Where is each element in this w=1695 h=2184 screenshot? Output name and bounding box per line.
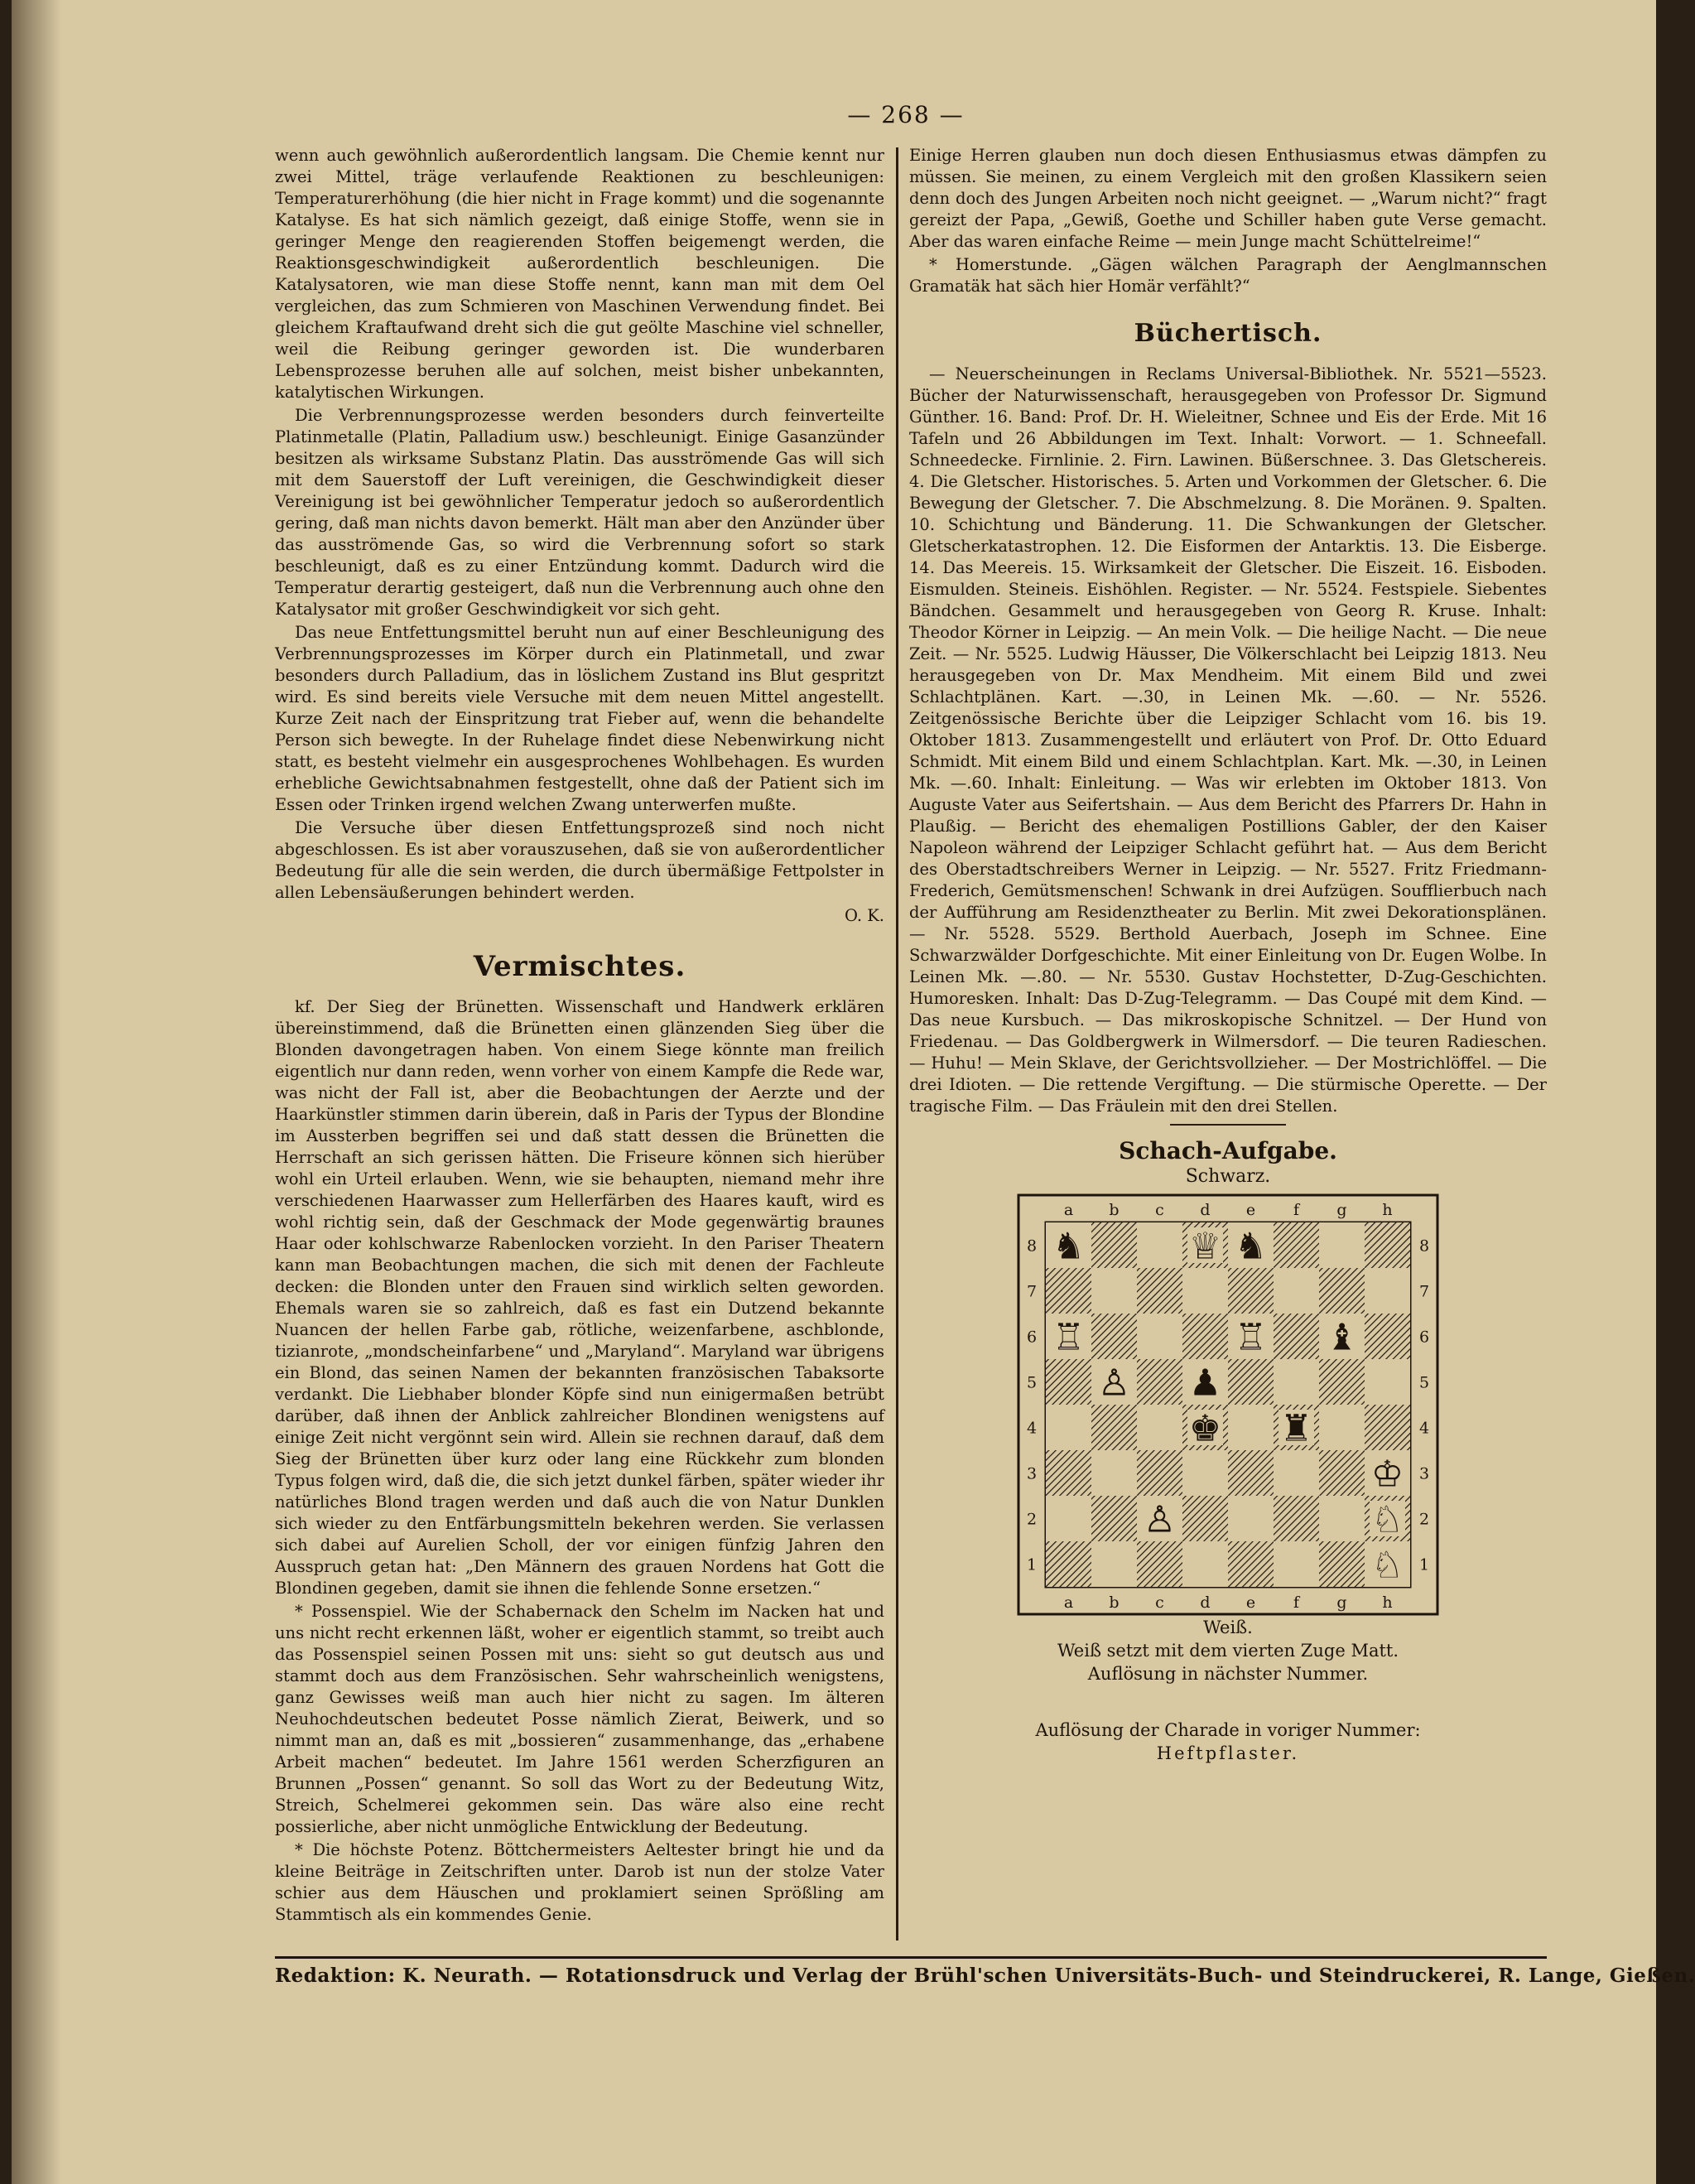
board-square <box>1319 1541 1365 1587</box>
article-signature: O. K. <box>844 906 884 925</box>
board-square <box>1046 1450 1091 1496</box>
file-label: h <box>1382 1201 1393 1219</box>
board-square <box>1274 1268 1319 1314</box>
board-square <box>1319 1450 1365 1496</box>
file-label: f <box>1293 1593 1300 1612</box>
chess-instruction: Weiß setzt mit dem vierten Zuge Matt. <box>1057 1641 1399 1661</box>
board-square <box>1137 1268 1182 1314</box>
misc-item: * Homerstunde. „Gägen wälchen Paragraph der Aenglmannschen Gramatäk hat säch hier Homär verfählt?“ <box>909 255 1547 296</box>
board-square <box>1046 1359 1091 1405</box>
board-square <box>1274 1222 1319 1268</box>
board-square <box>1319 1405 1365 1450</box>
chess-piece-black-d4: ♚ <box>1188 1407 1222 1450</box>
file-label: g <box>1336 1593 1347 1612</box>
rank-label: 3 <box>1418 1464 1430 1483</box>
imprint-footer: Redaktion: K. Neurath. — Rotationsdruck und Verlag der Brühl'schen Universitäts-Buch- und Steindruckerei, R. Lange, Gießen. <box>275 1965 1695 1987</box>
board-square <box>1274 1450 1319 1496</box>
rank-label: 7 <box>1418 1282 1430 1301</box>
file-label: e <box>1245 1201 1256 1219</box>
left-column <box>275 145 884 1926</box>
board-square <box>1228 1359 1274 1405</box>
column-divider <box>896 147 898 1941</box>
board-square <box>1046 1541 1091 1587</box>
file-label: f <box>1293 1201 1300 1219</box>
rank-label: 5 <box>1026 1373 1038 1392</box>
article-paragraph: Die Versuche über diesen Entfettungsprozeß sind noch nicht abgeschlossen. Es ist aber vorauszusehen, daß sie von außerordentlicher Bedeutung für alle die sein werden, die durch übermäßige Fettpolster in allen Lebensäußerungen behindert werden. <box>275 818 884 902</box>
board-square <box>1091 1222 1137 1268</box>
chess-piece-black-d5: ♟ <box>1188 1362 1222 1405</box>
board-square <box>1137 1222 1182 1268</box>
chess-piece-white-h3: ♔ <box>1370 1453 1404 1496</box>
chess-piece-black-a8: ♞ <box>1052 1225 1086 1268</box>
board-square <box>1319 1496 1365 1541</box>
rank-label: 1 <box>1026 1555 1038 1574</box>
article-paragraph: Das neue Entfettungsmittel beruht nun auf einer Beschleunigung des Verbrennungsprozesses im Körper durch ein Platinmetall, und zwar besonders durch Palladium, das in löslichem Zustand ins Blut gespritzt wird. Es sind bereits viele Versuche mit dem neuen Mittel angestellt. Kurze Zeit nach der Einspritzung trat Fieber auf, wenn die behandelte Person sich bewegte. In der Ruhelage findet diese Nebenwirkung nicht statt, es besteht vielmehr ein ausgesprochenes Wohlbehagen. Es wurden erhebliche Gewichtsabnahmen festgestellt, ohne daß der Patient sich im Essen oder Trinken irgend welchen Zwang unterwerfen mußte. <box>275 623 884 814</box>
chess-solution-note: Auflösung in nächster Nummer. <box>1087 1664 1369 1684</box>
chess-piece-white-h2: ♘ <box>1370 1498 1404 1541</box>
chess-piece-black-f4: ♜ <box>1279 1407 1313 1450</box>
file-label: c <box>1155 1201 1164 1219</box>
board-square <box>1274 1314 1319 1359</box>
chess-piece-white-a6: ♖ <box>1052 1316 1086 1359</box>
board-square <box>1091 1541 1137 1587</box>
misc-item: * Die höchste Potenz. Böttchermeisters Aeltester bringt hie und da kleine Beiträge in Zeitschriften unter. Darob ist nun der stolze Vater schier aus dem Häuschen und proklamiert seinen Sprößling am Stammtisch als ein kommendes Genie. <box>275 1840 884 1924</box>
file-label: b <box>1109 1593 1120 1612</box>
rank-label: 8 <box>1418 1237 1430 1256</box>
board-square <box>1319 1359 1365 1405</box>
chess-title: Schach-Aufgabe. <box>1119 1137 1337 1164</box>
chess-piece-white-d8: ♕ <box>1188 1225 1222 1268</box>
article-paragraph: wenn auch gewöhnlich außerordentlich langsam. Die Chemie kennt nur zwei Mittel, träge verlaufende Reaktionen zu beschleunigen: Temperaturerhöhung (die hier nicht in Frage kommt) und die sogenannte Katalyse. Es hat sich nämlich gezeigt, daß einige Stoffe, wenn sie in geringer Menge den reagierenden Stoffen beigemengt werden, die Reaktionsgeschwindigkeit außerordentlich beschleunigen. Die Katalysatoren, wie man diese Stoffe nennt, kann man mit dem Oel vergleichen, das zum Schmieren von Maschinen Verwendung findet. Bei gleichem Kraftaufwand dreht sich die gut geölte Maschine viel schneller, weil die Reibung geringer geworden ist. Die wunderbaren Lebensprozesse beruhen alle auf solchen, meist bisher unbekannten, katalytischen Wirkungen. <box>275 146 884 402</box>
board-square <box>1046 1496 1091 1541</box>
file-label: d <box>1200 1593 1211 1612</box>
file-label: e <box>1245 1593 1256 1612</box>
charade-solution-answer: Heftpflaster. <box>1156 1743 1300 1763</box>
board-square <box>1365 1405 1410 1450</box>
misc-item: * Possenspiel. Wie der Schabernack den Schelm im Nacken hat und uns nicht recht erkennen läßt, woher er eigentlich stammt, so treibt auch das Possenspiel seinen Possen mit uns: sieht so gut deutsch aus und stammt doch aus dem Französischen. Sehr wahrscheinlich wenigstens, ganz Gewisses weiß man auch hier nicht zu sagen. Im älteren Neuhochdeutschen bedeutet Posse nämlich Zierat, Beiwerk, und so nimmt man an, daß es mit „bossieren“ zusammenhange, das „erhabene Arbeit machen“ bedeutet. Im Jahre 1561 werden Scherzfiguren an Brunnen „Possen“ genannt. So soll das Wort zu der Bedeutung Witz, Streich, Schelmerei gekommen sein. Das wäre also eine recht possierliche, aber nicht unmögliche Entwicklung der Bedeutung. <box>275 1602 884 1836</box>
chess-label-white: Weiß. <box>1203 1618 1253 1637</box>
board-square <box>1365 1314 1410 1359</box>
rank-label: 1 <box>1418 1555 1430 1574</box>
chess-piece-white-c2: ♙ <box>1143 1498 1177 1541</box>
board-square <box>1182 1496 1228 1541</box>
board-square <box>1274 1359 1319 1405</box>
board-square <box>1365 1359 1410 1405</box>
chess-diagram <box>1017 1193 1439 1616</box>
separator-rule <box>1170 1124 1286 1126</box>
board-square <box>1228 1496 1274 1541</box>
file-label: d <box>1200 1201 1211 1219</box>
board-square <box>1274 1496 1319 1541</box>
chess-piece-white-h1: ♘ <box>1370 1544 1404 1587</box>
board-square <box>1091 1268 1137 1314</box>
article-paragraph: Einige Herren glauben nun doch diesen Enthusiasmus etwas dämpfen zu müssen. Sie meinen, zu einem Vergleich mit den großen Klassikern seien denn doch des Jungen Arbeiten noch nicht geeignet. — „Warum nicht?“ fragt gereizt der Papa, „Gewiß, Goethe und Schiller haben gute Verse gemacht. Aber das waren einfache Reime — mein Junge macht Schüttelreime!“ <box>909 146 1547 251</box>
board-square <box>1137 1405 1182 1450</box>
right-column <box>909 145 1547 1926</box>
chess-board <box>1017 1193 1439 1616</box>
rank-label: 4 <box>1026 1419 1038 1438</box>
board-square <box>1182 1314 1228 1359</box>
file-label: b <box>1109 1201 1120 1219</box>
file-label: g <box>1336 1201 1347 1219</box>
article-paragraph: Die Verbrennungsprozesse werden besonders durch feinverteilte Platinmetalle (Platin, Palladium usw.) beschleunigt. Einige Gasanzünder besitzen als wirksame Substanz Platin. Das ausströmende Gas will sich mit dem Sauerstoff der Luft vereinigen, die Geschwindigkeit dieser Vereinigung ist bei gewöhnlicher Temperatur jedoch so außerordentlich gering, daß man nichts davon bemerkt. Hält man aber den Anzünder über das ausströmende Gas, so wird die Verbrennung sofort so stark beschleunigt, daß es zu einer Entzündung kommt. Dadurch wird die Temperatur derartig gesteigert, daß nun die Verbrennung auch ohne den Katalysator mit großer Geschwindigkeit vor sich geht. <box>275 406 884 619</box>
board-square <box>1228 1450 1274 1496</box>
footer-rule <box>275 1956 1547 1959</box>
board-square <box>1365 1222 1410 1268</box>
board-square <box>1091 1450 1137 1496</box>
chess-piece-black-g6: ♝ <box>1325 1316 1359 1359</box>
rank-label: 7 <box>1026 1282 1038 1301</box>
board-square <box>1137 1314 1182 1359</box>
page-number: — 268 — <box>847 101 965 128</box>
file-label: a <box>1063 1201 1074 1219</box>
board-square <box>1091 1496 1137 1541</box>
file-label: c <box>1155 1593 1164 1612</box>
board-square <box>1365 1268 1410 1314</box>
board-square <box>1319 1222 1365 1268</box>
chess-label-black: Schwarz. <box>1185 1166 1271 1187</box>
board-square <box>1137 1541 1182 1587</box>
board-square <box>1137 1359 1182 1405</box>
board-square <box>1228 1268 1274 1314</box>
rank-label: 6 <box>1418 1328 1430 1347</box>
board-square <box>1046 1405 1091 1450</box>
board-square <box>1091 1314 1137 1359</box>
rank-label: 3 <box>1026 1464 1038 1483</box>
file-label: h <box>1382 1593 1393 1612</box>
board-square <box>1228 1405 1274 1450</box>
board-square <box>1228 1541 1274 1587</box>
rank-label: 8 <box>1026 1237 1038 1256</box>
board-square <box>1274 1541 1319 1587</box>
chess-piece-white-b5: ♙ <box>1097 1362 1131 1405</box>
section-heading-buechertisch: Büchertisch. <box>1134 319 1322 348</box>
rank-label: 2 <box>1418 1510 1430 1529</box>
board-square <box>1182 1268 1228 1314</box>
rank-label: 6 <box>1026 1328 1038 1347</box>
rank-label: 5 <box>1418 1373 1430 1392</box>
board-square <box>1182 1450 1228 1496</box>
board-square <box>1091 1405 1137 1450</box>
rank-label: 2 <box>1026 1510 1038 1529</box>
rank-label: 4 <box>1418 1419 1430 1438</box>
charade-solution-heading: Auflösung der Charade in voriger Nummer: <box>1035 1720 1421 1740</box>
misc-item: kf. Der Sieg der Brünetten. Wissenschaft und Handwerk erklären übereinstimmend, daß die Brünetten einen glänzenden Sieg über die Blonden davongetragen haben. Von einem Siege könnte man freilich eigentlich nur dann reden, wenn vorher von einem Kampfe die Rede war, was nicht der Fall ist, aber die Beobachtungen der Aerzte und der Haarkünstler stimmen darin überein, daß in Paris der Typus der Blondine im Aussterben begriffen sei und daß statt dessen die Brünetten die Herrschaft an sich gerissen hätten. Die Friseure können sich hierüber wohl ein Urteil erlauben. Wenn, wie sie behaupten, niemand mehr ihre verschiedenen Haarwasser zum Hellerfärben des Haares kauft, wird es wohl richtig sein, daß der Geschmack der Mode gegenwärtig braunes Haar oder kohlschwarze Rabenlocken vorzieht. In den Pariser Theatern kann man Beobachtungen machen, die sich mit denen der Fachleute decken: die Blonden unter den Frauen sind wirklich selten geworden. Ehemals waren sie so zahlreich, daß es fast ein Dutzend bekannte Nuancen der hellen Farbe gab, rötliche, weizenfarbene, aschblonde, tizianrote, „mondscheinfarbene“ und „Maryland“. Maryland war übrigens ein Blond, das seinen Namen der bekannten französischen Tabaksorte verdankt. Die Liebhaber blonder Köpfe sind nun einigermaßen betrübt darüber, daß ihnen der Anblick zahlreicher Blondinen wenigstens auf einige Zeit nicht vergönnt sein wird. Allein sie rechnen darauf, daß dem Sieg der Brünetten über kurz oder lang eine Rückkehr zum blonden Typus folgen wird, daß die, die sich jetzt dunkel färben, später wieder ihr natürliches Blond tragen werden und daß auch die von Natur Dunklen sich wieder zu den Entfärbungsmitteln bekehren werden. Sie verlassen sich dabei auf Aurelien Scholl, der vor einigen fünfzig Jahren den Ausspruch getan hat: „Den Männern des grauen Nordens hat Gott die Blondinen gegeben, damit sie ihnen die fehlende Sonne ersetzen.“ <box>275 997 884 1598</box>
section-heading-vermischtes: Vermischtes. <box>473 950 686 983</box>
file-label: a <box>1063 1593 1074 1612</box>
newspaper-page <box>12 0 1695 2184</box>
binding-shadow <box>12 0 61 2184</box>
board-square <box>1319 1268 1365 1314</box>
board-square <box>1182 1541 1228 1587</box>
book-listing: — Neuerscheinungen in Reclams Universal-Bibliothek. Nr. 5521—5523. Bücher der Naturwissenschaft, herausgegeben von Professor Dr. Sigmund Günther. 16. Band: Prof. Dr. H. Wieleitner, Schnee und Eis der Erde. Mit 16 Tafeln und 26 Abbildungen im Text. Inhalt: Vorwort. — 1. Schneefall. Schneedecke. Firnlinie. 2. Firn. Lawinen. Büßerschnee. 3. Das Gletschereis. 4. Die Gletscher. Historisches. 5. Arten und Vorkommen der Gletscher. 6. Die Bewegung der Gletscher. 7. Die Abschmelzung. 8. Die Moränen. 9. Spalten. 10. Schichtung und Bänderung. 11. Die Schwankungen der Gletscher. Gletscherkatastrophen. 12. Die Eisformen der Antarktis. 13. Die Eisberge. 14. Das Meereis. 15. Wirksamkeit der Gletscher. Die Eiszeit. 16. Eisboden. Eismulden. Steineis. Eishöhlen. Register. — Nr. 5524. Festspiele. Siebentes Bändchen. Gesammelt und herausgegeben von Georg R. Kruse. Inhalt: Theodor Körner in Leipzig. — An mein Volk. — Die heilige Nacht. — Die neue Zeit. — Nr. 5525. Ludwig Häusser, Die Völkerschlacht bei Leipzig 1813. Neu herausgegeben von Dr. Max Mendheim. Mit einem Bild und zwei Schlachtplänen. Kart. —.30, in Leinen Mk. —.60. — Nr. 5526. Zeitgenössische Berichte über die Leipziger Schlacht vom 16. bis 19. Oktober 1813. Zusammengestellt und erläutert von Prof. Dr. Otto Eduard Schmidt. Mit einem Bild und einem Schlachtplan. Kart. Mk. —.30, in Leinen Mk. —.60. Inhalt: Einleitung. — Was wir erlebten im Oktober 1813. Von Auguste Vater aus Seifertshain. — Aus dem Bericht des Pfarrers Dr. Hahn in Plaußig. — Bericht des ehemaligen Postillions Gabler, der den Kaiser Napoleon während der Leipziger Schlacht geführt hat. — Aus dem Bericht des Oberstadtschreibers Werner in Leipzig. — Nr. 5527. Fritz Friedmann-Frederich, Gemütsmenschen! Schwank in drei Aufzügen. Soufflierbuch nach der Aufführung am Residenztheater zu Berlin. Mit zwei Dekorationsplänen. — Nr. 5528. 5529. Berthold Auerbach, Joseph im Schnee. Eine Schwarzwälder Dorfgeschichte. Mit einer Einleitung von Dr. Eugen Wolbe. In Leinen Mk. —.80. — Nr. 5530. Gustav Hochstetter, D-Zug-Geschichten. Humoresken. Inhalt: Das D-Zug-Telegramm. — Das Coupé mit dem Kind. — Das neue Kursbuch. — Das mikroskopische Schnitzel. — Der Hund von Friedenau. — Das Goldbergwerk in Wilmersdorf. — Die teuren Radieschen. — Huhu! — Mein Sklave, der Gerichtsvollzieher. — Der Mostrichlöffel. — Die drei Idioten. — Die rettende Vergiftung. — Die stürmische Operette. — Der tragische Film. — Das Fräulein mit den drei Stellen. <box>909 364 1547 1116</box>
chess-piece-black-e8: ♞ <box>1234 1225 1268 1268</box>
board-square <box>1137 1450 1182 1496</box>
chess-piece-white-e6: ♖ <box>1234 1316 1268 1359</box>
board-square <box>1046 1268 1091 1314</box>
